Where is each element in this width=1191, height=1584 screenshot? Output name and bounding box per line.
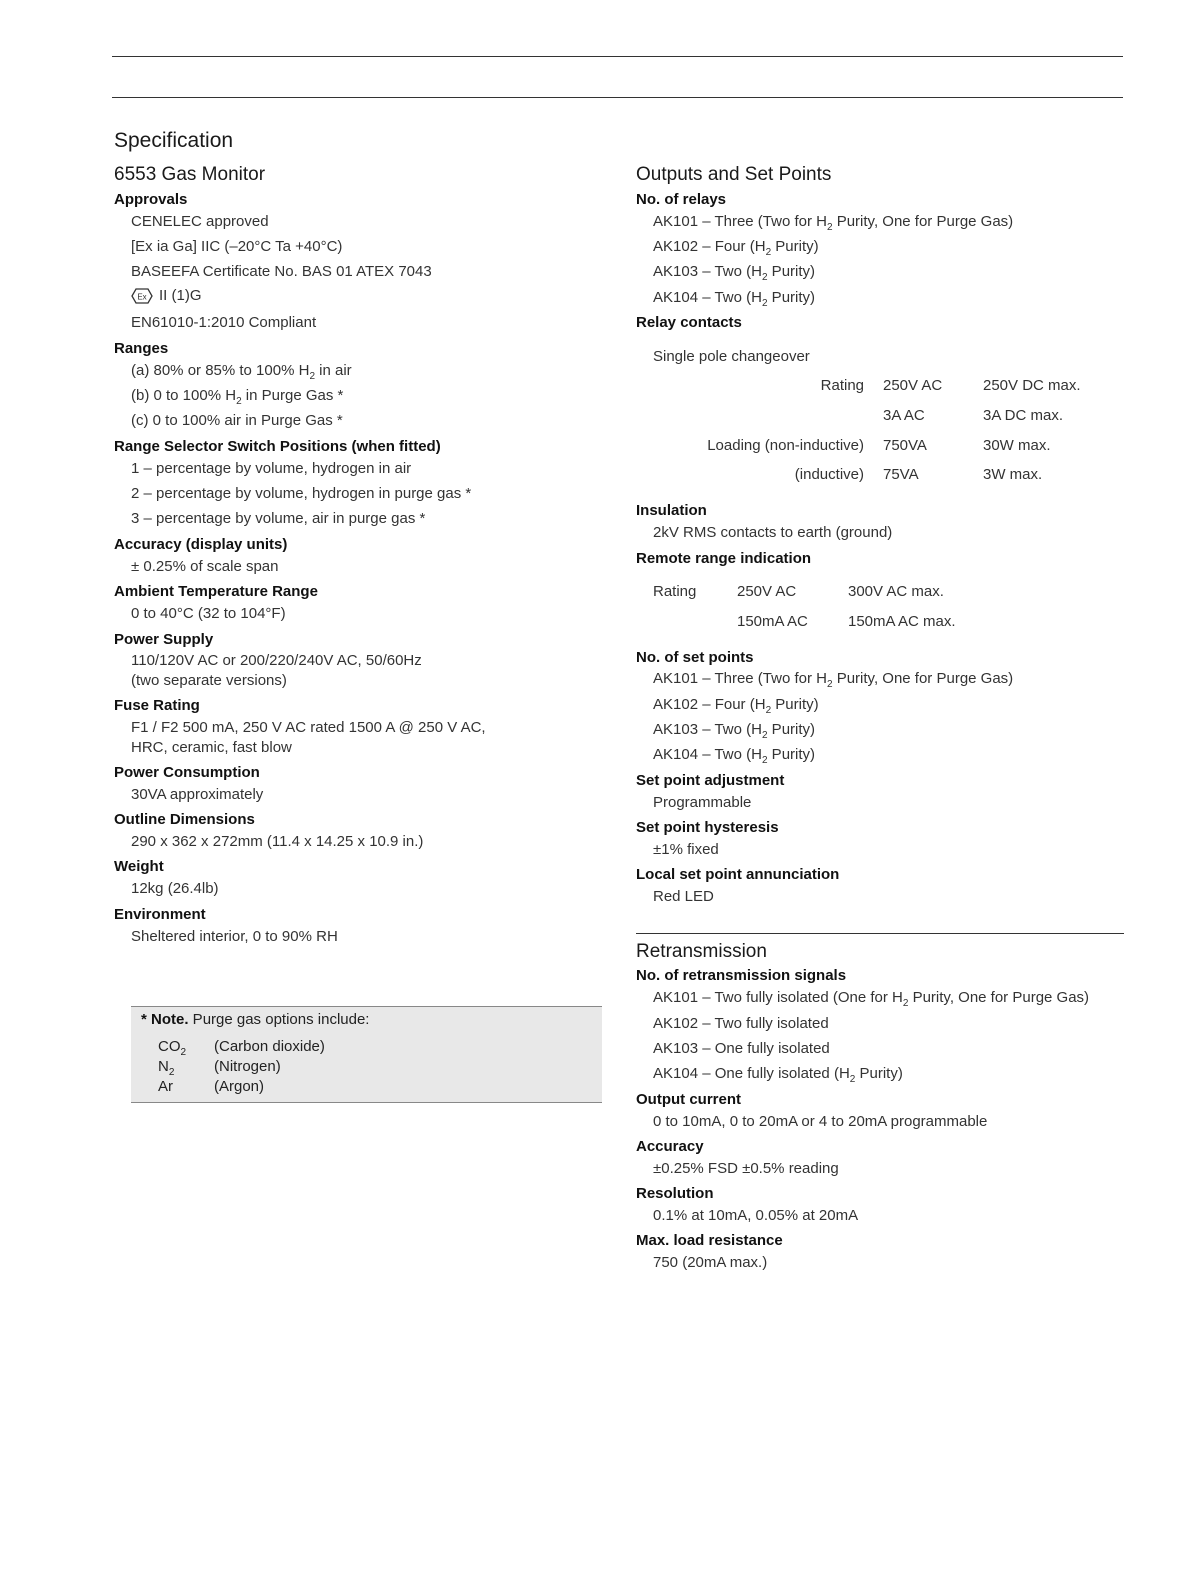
contacts-table-cell: (inductive): [794, 466, 864, 483]
remote-table-cell: 150mA AC: [737, 613, 808, 630]
range-item: (c) 0 to 100% air in Purge Gas *: [131, 412, 343, 429]
remote-table-cell: Rating: [653, 583, 697, 600]
resolution-label: Resolution: [636, 1185, 714, 1202]
annunciation-value: Red LED: [653, 888, 714, 905]
remote-table-cell: 150mA AC max.: [848, 613, 956, 630]
formula: N: [158, 1058, 169, 1075]
power-supply-label: Power Supply: [114, 631, 214, 648]
selector-item: 1 – percentage by volume, hydrogen in air: [131, 460, 412, 477]
setpoint-text: AK102 – Four (H: [653, 696, 766, 713]
fuse-value: HRC, ceramic, fast blow: [131, 739, 292, 756]
power-supply-value: (two separate versions): [131, 672, 287, 689]
subscript: 2: [826, 222, 833, 233]
approvals-line: CENELEC approved: [131, 213, 269, 230]
retrans-accuracy-value: ±0.25% FSD ±0.5% reading: [653, 1160, 839, 1177]
setpoint-item: [653, 670, 1013, 690]
setpoint-item: [653, 746, 815, 766]
range-text: in Purge Gas *: [241, 387, 344, 404]
power-supply-value: 110/120V AC or 200/220/240V AC, 50/60Hz: [131, 652, 422, 669]
relay-item: [653, 238, 819, 258]
atex-group: II (1)G: [159, 287, 202, 304]
setpoint-text: Purity, One for Purge Gas): [832, 670, 1014, 687]
setpoints-label: No. of set points: [636, 649, 754, 666]
header-rule-bottom: [112, 97, 1123, 98]
note-text: Purge gas options include:: [188, 1011, 370, 1028]
approvals-line: [131, 287, 202, 304]
retrans-text: Purity, One for Purge Gas): [908, 989, 1090, 1006]
retrans-signals-label: No. of retransmission signals: [636, 967, 847, 984]
subscript: 2: [765, 705, 772, 716]
relay-text: AK102 – Four (H: [653, 238, 766, 255]
contacts-table-cell: 750VA: [883, 437, 927, 454]
insulation-value: 2kV RMS contacts to earth (ground): [653, 524, 893, 541]
contacts-table-cell: 3A AC: [883, 407, 925, 424]
relay-text: Purity): [771, 238, 819, 255]
approvals-label: Approvals: [114, 191, 188, 208]
retransmission-heading: Retransmission: [636, 941, 767, 962]
fuse-value: F1 / F2 500 mA, 250 V AC rated 1500 A @ 250 V AC,: [131, 719, 486, 736]
retrans-text: AK101 – Two fully isolated (One for H: [653, 989, 903, 1006]
subscript: 2: [309, 371, 315, 382]
approvals-line: BASEEFA Certificate No. BAS 01 ATEX 7043: [131, 263, 432, 280]
setpoint-text: AK104 – Two (H: [653, 746, 762, 763]
relay-text: Purity): [767, 289, 816, 306]
relay-item: [653, 263, 815, 283]
selector-label: Range Selector Switch Positions (when fitted): [114, 438, 441, 455]
relays-label: No. of relays: [636, 191, 727, 208]
contacts-table-cell: Rating: [820, 377, 864, 394]
weight-label: Weight: [114, 858, 164, 875]
note-gas-name: (Nitrogen): [214, 1058, 281, 1075]
accuracy-label: Accuracy (display units): [114, 536, 288, 553]
subscript: 2: [761, 730, 768, 741]
subscript: 2: [849, 1074, 856, 1085]
contacts-table-cell: 250V AC: [883, 377, 943, 394]
header-rule-top: [112, 56, 1123, 57]
adjustment-value: Programmable: [653, 794, 752, 811]
range-item: [131, 362, 352, 382]
retrans-item: AK103 – One fully isolated: [653, 1040, 830, 1057]
subscript: 2: [765, 247, 772, 258]
ranges-label: Ranges: [114, 340, 169, 357]
contacts-type: Single pole changeover: [653, 348, 810, 365]
note-gas-formula: [158, 1078, 173, 1095]
relay-text: Purity, One for Purge Gas): [832, 213, 1014, 230]
setpoint-text: Purity): [767, 721, 816, 738]
dimensions-label: Outline Dimensions: [114, 811, 255, 828]
subscript: 2: [826, 679, 833, 690]
selector-item: 3 – percentage by volume, air in purge gas *: [131, 510, 426, 527]
retrans-text: AK104 – One fully isolated (H: [653, 1065, 850, 1082]
formula: Ar: [158, 1078, 173, 1095]
weight-value: 12kg (26.4lb): [131, 880, 219, 897]
ambient-label: Ambient Temperature Range: [114, 583, 318, 600]
monitor-heading: 6553 Gas Monitor: [114, 164, 266, 185]
max-load-value: 750 (20mA max.): [653, 1254, 768, 1271]
selector-item: 2 – percentage by volume, hydrogen in purge gas *: [131, 485, 472, 502]
retrans-accuracy-label: Accuracy: [636, 1138, 704, 1155]
annunciation-label: Local set point annunciation: [636, 866, 840, 883]
max-load-label: Max. load resistance: [636, 1232, 783, 1249]
subscript: 2: [236, 396, 242, 407]
resolution-value: 0.1% at 10mA, 0.05% at 20mA: [653, 1207, 859, 1224]
subscript: 2: [902, 998, 909, 1009]
outputs-heading: Outputs and Set Points: [636, 164, 832, 185]
relay-item: [653, 289, 815, 309]
retrans-item: AK102 – Two fully isolated: [653, 1015, 829, 1032]
setpoint-item: [653, 721, 815, 741]
relay-text: AK103 – Two (H: [653, 263, 762, 280]
dimensions-value: 290 x 362 x 272mm (11.4 x 14.25 x 10.9 in.): [131, 833, 424, 850]
note-gas-formula: [158, 1058, 174, 1078]
range-text: in air: [315, 362, 352, 379]
retransmission-rule: [636, 933, 1124, 934]
hysteresis-value: ±1% fixed: [653, 841, 719, 858]
insulation-label: Insulation: [636, 502, 707, 519]
accuracy-value: ± 0.25% of scale span: [131, 558, 279, 575]
note-gas-name: (Carbon dioxide): [214, 1038, 325, 1055]
subscript: 2: [761, 272, 768, 283]
note-gas-name: (Argon): [214, 1078, 265, 1095]
remote-table-cell: 300V AC max.: [848, 583, 944, 600]
retrans-item: [653, 989, 1089, 1009]
remote-label: Remote range indication: [636, 550, 812, 567]
output-current-label: Output current: [636, 1091, 741, 1108]
setpoint-text: Purity): [767, 746, 816, 763]
contacts-table-cell: 30W max.: [983, 437, 1051, 454]
approvals-line: [Ex ia Ga] IIC (–20°C Ta +40°C): [131, 238, 343, 255]
relay-item: [653, 213, 1013, 233]
range-text: (a) 80% or 85% to 100% H: [131, 362, 310, 379]
svg-text:Ex: Ex: [137, 292, 147, 302]
retrans-text: Purity): [855, 1065, 903, 1082]
range-text: (b) 0 to 100% H: [131, 387, 237, 404]
range-item: [131, 387, 343, 407]
subscript: 2: [761, 298, 768, 309]
relay-text: AK104 – Two (H: [653, 289, 762, 306]
environment-label: Environment: [114, 906, 206, 923]
page-title: Specification: [114, 129, 234, 152]
fuse-label: Fuse Rating: [114, 697, 200, 714]
subscript: 2: [168, 1067, 175, 1078]
retrans-item: [653, 1065, 903, 1085]
output-current-value: 0 to 10mA, 0 to 20mA or 4 to 20mA programmable: [653, 1113, 988, 1130]
note-bold: * Note.: [141, 1011, 189, 1028]
contacts-table-cell: 3W max.: [983, 466, 1043, 483]
contacts-table-cell: 250V DC max.: [983, 377, 1081, 394]
note-heading: [141, 1011, 369, 1028]
contacts-table-cell: 3A DC max.: [983, 407, 1064, 424]
remote-table-cell: 250V AC: [737, 583, 797, 600]
consumption-value: 30VA approximately: [131, 786, 264, 803]
relay-text: AK101 – Three (Two for H: [653, 213, 827, 230]
setpoint-item: [653, 696, 819, 716]
ex-hexagon-icon: [131, 288, 153, 304]
setpoint-text: AK103 – Two (H: [653, 721, 762, 738]
setpoint-text: Purity): [771, 696, 819, 713]
formula: CO: [158, 1038, 181, 1055]
note-gas-formula: [158, 1038, 186, 1058]
contacts-label: Relay contacts: [636, 314, 742, 331]
approvals-line: EN61010-1:2010 Compliant: [131, 314, 317, 331]
subscript: 2: [180, 1047, 187, 1058]
contacts-table-cell: 75VA: [883, 466, 919, 483]
adjustment-label: Set point adjustment: [636, 772, 785, 789]
ambient-value: 0 to 40°C (32 to 104°F): [131, 605, 286, 622]
hysteresis-label: Set point hysteresis: [636, 819, 779, 836]
relay-text: Purity): [767, 263, 816, 280]
environment-value: Sheltered interior, 0 to 90% RH: [131, 928, 338, 945]
contacts-table-cell: Loading (non-inductive): [707, 437, 864, 454]
purge-gas-note: [131, 1006, 602, 1103]
consumption-label: Power Consumption: [114, 764, 260, 781]
setpoint-text: AK101 – Three (Two for H: [653, 670, 827, 687]
subscript: 2: [761, 755, 768, 766]
